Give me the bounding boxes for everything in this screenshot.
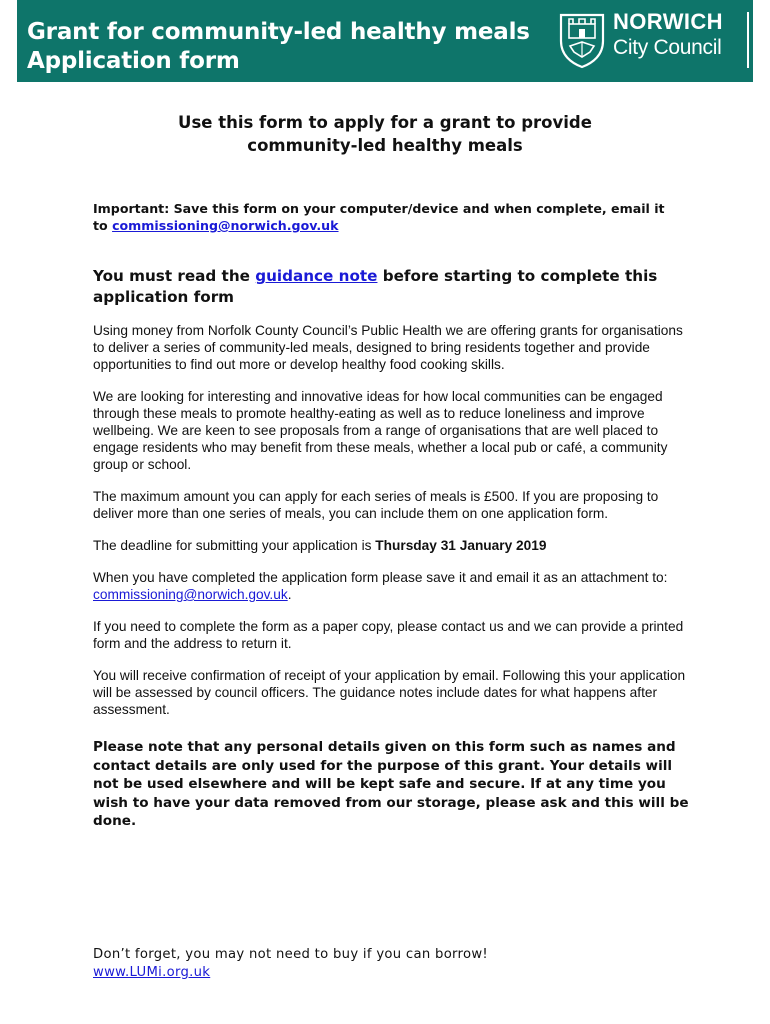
lumi-link[interactable]: www.LUMi.org.uk [93,965,211,980]
paragraph-deadline [93,537,693,554]
submission-text: When you have completed the application form please save it and email it as an attachment to: [93,570,668,585]
paragraph-maximum-amount: The maximum amount you can apply for each series of meals is £500. If you are proposing to deliver more than one series of meals, you can include them on one application form. [93,489,659,521]
paragraph-confirmation: You will receive confirmation of receipt of your application by email. Following this your application will be assessed by council officers. The guidance notes include dates for what happens after assessment. [93,668,686,717]
paragraph-paper-copy: If you need to complete the form as a paper copy, please contact us and we can provide a printed form and the address to return it. [93,619,684,651]
logo-divider [747,12,749,68]
paragraph-submission [93,569,693,603]
guidance-after: before starting to complete this application form [93,267,658,306]
paragraph-funding: Using money from Norfolk County Council’s Public Health we are offering grants for organisations to deliver a series of community-led meals, designed to bring residents together and provide opportunities to find out more or develop healthy food cooking skills. [93,323,683,372]
important-text: Important: Save this form on your computer/device and when complete, email it to [93,201,665,233]
footer-text: Don’t forget, you may not need to buy if you can borrow! [93,947,489,962]
email-link[interactable]: commissioning@norwich.gov.uk [112,218,339,233]
intro-heading [0,111,770,157]
guidance-note-link[interactable]: guidance note [255,267,378,285]
council-logo-text [613,9,723,61]
header-banner [17,0,753,82]
submission-email-link[interactable]: commissioning@norwich.gov.uk [93,587,288,602]
logo-line-1: NORWICH [613,9,723,34]
title-line-2: Application form [27,48,240,74]
guidance-heading [93,266,693,308]
city-crest-icon [557,11,607,69]
deadline-text: The deadline for submitting your application is [93,538,376,553]
guidance-before: You must read the [93,267,256,285]
intro-heading-line-2: community-led healthy meals [247,136,523,155]
body-text [93,322,693,846]
submission-period: . [287,587,292,602]
privacy-notice: Please note that any personal details given on this form such as names and contact details are only used for the purpose of this grant. Your details will not be used elsewhere and will be kept safe and secure. If at any time you wish to have your data removed from our storage, please ask and this will be done. [93,739,689,829]
title-line-1: Grant for community-led healthy meals [27,19,530,45]
important-notice [93,200,683,234]
deadline-date: Thursday 31 January 2019 [375,538,547,553]
logo-line-2: City Council [613,36,722,59]
footer [93,946,693,982]
intro-heading-line-1: Use this form to apply for a grant to provide [178,113,592,132]
paragraph-ideas: We are looking for interesting and innovative ideas for how local communities can be engaged through these meals to promote healthy-eating as well as to reduce loneliness and improve wellbeing. We are keen to see proposals from a range of organisations that are well placed to engage residents who may benefit from these meals, whether a local pub or café, a community group or school. [93,389,668,472]
page-title [27,18,530,76]
